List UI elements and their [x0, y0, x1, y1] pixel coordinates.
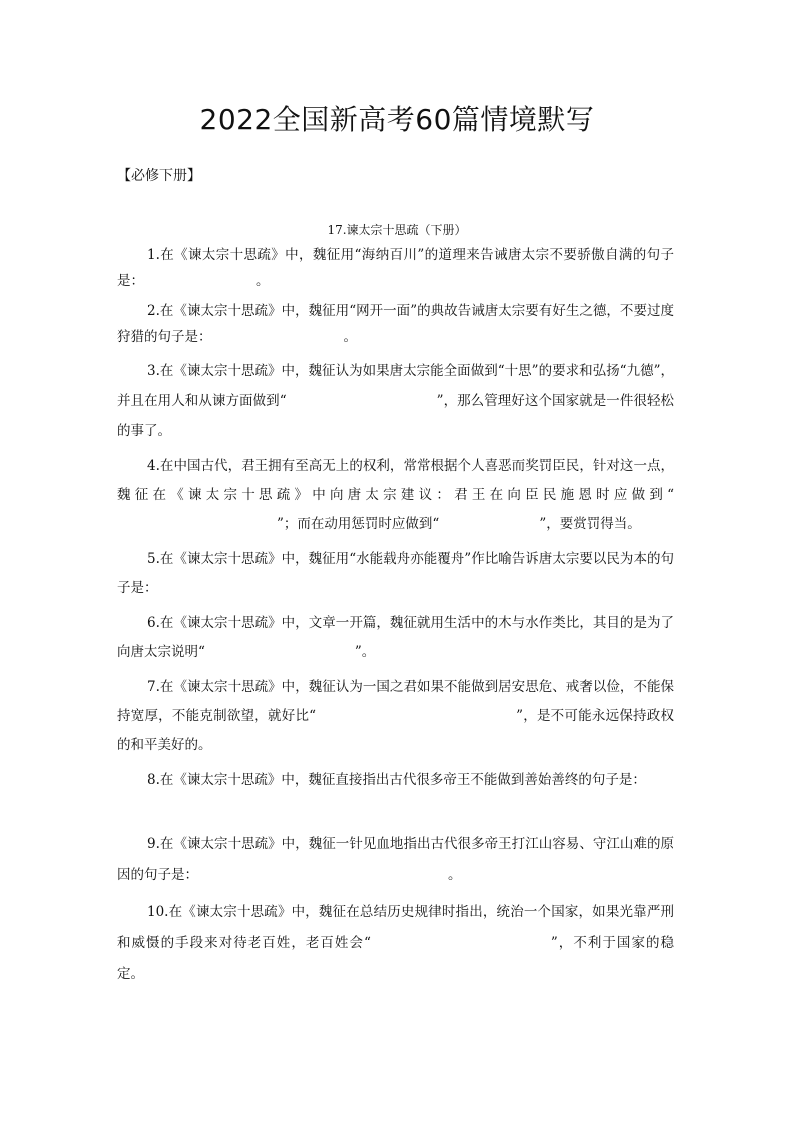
question-number: 8. — [147, 772, 160, 788]
question-text-end: ”，是不可能永远保持政权的和平美好的。 — [117, 708, 674, 753]
question-3 — [117, 356, 674, 446]
question-number: 6. — [147, 615, 160, 631]
question-5 — [117, 545, 674, 603]
question-number: 4. — [147, 458, 160, 474]
question-text-end: 。 — [448, 867, 462, 883]
section-subheading: 17.谏太宗十思疏（下册） — [327, 223, 467, 237]
question-text-end: ”，要赏罚得当。 — [539, 516, 641, 532]
question-number: 1. — [147, 247, 160, 263]
question-text-mid: ”；而在动用惩罚时应做到“ — [277, 516, 440, 532]
question-text: 在中国古代，君王拥有至高无上的权利，常常根据个人喜恶而奖罚臣民，针对这一点，魏征在《谏太宗十思疏》中向唐太宗建议：君王在向臣民施恩时应做到“ — [117, 458, 674, 503]
question-number: 3. — [147, 363, 160, 379]
question-text: 在《谏太宗十思疏》中，魏征一针见血地指出古代很多帝王打江山容易、守江山难的原因的句子是： — [117, 836, 674, 883]
page-title: 2022全国新高考60篇情境默写 — [199, 103, 595, 136]
question-number: 2. — [147, 303, 160, 319]
question-text: 在《谏太宗十思疏》中，魏征认为一国之君如果不能做到居安思危、戒奢以俭，不能保持宽厚，不能克制欲望，就好比“ — [117, 679, 674, 724]
question-number: 9. — [147, 836, 160, 852]
question-text: 在《谏太宗十思疏》中，魏征用“网开一面”的典故告诫唐太宗要有好生之德，不要过度狩猎的句子是： — [117, 303, 674, 345]
question-text-end: ”。 — [354, 644, 376, 660]
question-10 — [117, 897, 674, 990]
question-text: 在《谏太宗十思疏》中，魏征认为如果唐太宗能全面做到“十思”的要求和弘扬“九德”，并且在用人和从谏方面做到“ — [117, 363, 674, 409]
question-text: 在《谏太宗十思疏》中，魏征用“水能载舟亦能覆舟”作比喻告诉唐太宗要以民为本的句子是： — [117, 551, 674, 596]
question-text-end: 。 — [256, 273, 270, 289]
question-text: 在《谏太宗十思疏》中，魏征在总结历史规律时指出，统治一个国家，如果光靠严刑和威慑的手段来对待老百姓，老百姓会“ — [117, 904, 674, 951]
question-text: 在《谏太宗十思疏》中，魏征用“海纳百川”的道理来告诫唐太宗不要骄傲自满的句子是： — [117, 247, 674, 289]
question-text-end: ”，那么管理好这个国家就是一件很轻松的事了。 — [117, 393, 674, 439]
question-2 — [117, 298, 674, 350]
question-1 — [117, 242, 674, 294]
question-text: 在《谏太宗十思疏》中，文章一开篇，魏征就用生活中的木与水作类比，其目的是为了向唐太宗说明“ — [117, 615, 674, 660]
question-list — [117, 242, 674, 996]
section-tag: 【必修下册】 — [117, 168, 201, 184]
question-7 — [117, 673, 674, 760]
question-text-end: 。 — [343, 329, 357, 345]
question-6 — [117, 609, 674, 667]
question-number: 5. — [147, 551, 160, 567]
question-9 — [117, 829, 674, 891]
question-number: 7. — [147, 679, 160, 695]
question-text-end: ”，不利于国家的稳定。 — [117, 935, 674, 982]
question-text: 在《谏太宗十思疏》中，魏征直接指出古代很多帝王不能做到善始善终的句子是： — [159, 772, 646, 788]
question-number: 10. — [147, 904, 169, 920]
question-8 — [117, 766, 674, 795]
question-4 — [117, 452, 674, 539]
